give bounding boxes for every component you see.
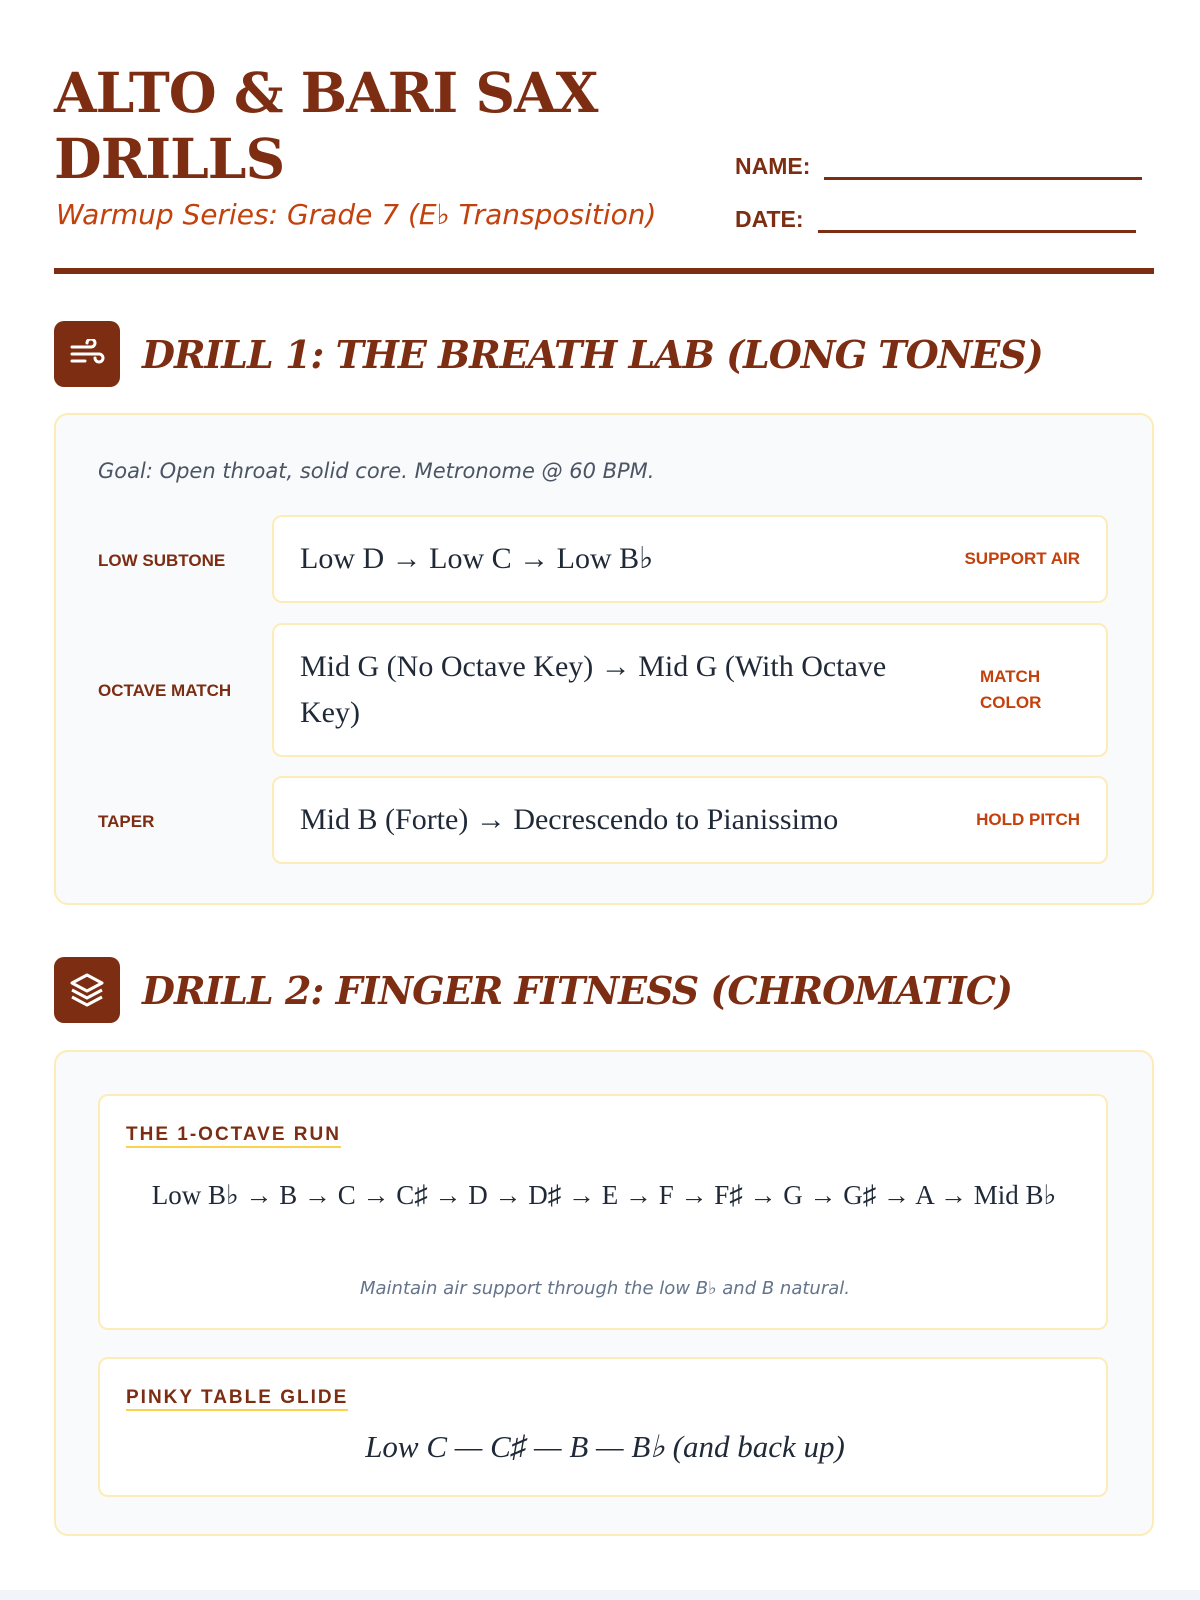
drill1-row-taper bbox=[272, 776, 1108, 864]
name-field bbox=[735, 152, 1142, 180]
drill1-title: DRILL 1: THE BREATH LAB (LONG TONES) bbox=[142, 331, 1043, 377]
page-subtitle: Warmup Series: Grade 7 (E♭ Transposition) bbox=[56, 198, 657, 231]
row-text: Mid B (Forte) → Decrescendo to Pianissimo bbox=[300, 803, 839, 836]
drill2-card bbox=[54, 1050, 1154, 1536]
date-field bbox=[735, 205, 1136, 233]
worksheet-header bbox=[54, 0, 1154, 276]
row-label-octave-match: OCTAVE MATCH bbox=[98, 681, 232, 700]
name-label: NAME: bbox=[735, 153, 811, 179]
row-tag: HOLD PITCH bbox=[976, 810, 1080, 829]
worksheet-page bbox=[54, 0, 1154, 1464]
drill1-card bbox=[54, 413, 1154, 905]
row-text: Mid G (No Octave Key) → Mid G (With Octave Key) bbox=[300, 650, 887, 729]
name-input-line[interactable] bbox=[824, 152, 1142, 180]
octave-run-title: THE 1-OCTAVE RUN bbox=[126, 1124, 341, 1148]
date-input-line[interactable] bbox=[818, 205, 1136, 233]
row-tag: SUPPORT AIR bbox=[964, 549, 1080, 568]
drill1-row-low-subtone bbox=[272, 515, 1108, 603]
wind-icon bbox=[54, 321, 120, 387]
chromatic-scale: Low B♭ → B → C → C♯ → D → D♯ → E → F → F♯ → G → G♯ → A → Mid B♭ bbox=[151, 1180, 1057, 1210]
header-divider bbox=[54, 268, 1154, 274]
row-label-taper: TAPER bbox=[98, 812, 155, 831]
page-title: ALTO & BARI SAX DRILLS bbox=[54, 60, 598, 191]
drill1-goal: Goal: Open throat, solid core. Metronome @ 60 BPM. bbox=[98, 459, 655, 483]
date-label: DATE: bbox=[735, 206, 804, 232]
drill1-row-octave-match bbox=[272, 623, 1108, 757]
drill2-title: DRILL 2: FINGER FITNESS (CHROMATIC) bbox=[142, 967, 1012, 1013]
pinky-glide-sequence: Low C — C♯ — B — B♭ (and back up) bbox=[365, 1429, 845, 1464]
octave-run-note: Maintain air support through the low B♭ and B natural. bbox=[359, 1278, 850, 1299]
drill2-heading bbox=[54, 957, 1012, 1023]
row-text: Low D → Low C → Low B♭ bbox=[300, 542, 654, 575]
pinky-glide-box bbox=[98, 1357, 1108, 1497]
drill1-heading bbox=[54, 321, 1043, 387]
page-bottom-edge bbox=[0, 1590, 1200, 1600]
row-label-low-subtone: LOW SUBTONE bbox=[98, 551, 226, 570]
pinky-glide-title: PINKY TABLE GLIDE bbox=[126, 1387, 348, 1411]
octave-run-box bbox=[98, 1094, 1108, 1330]
row-tag: MATCH COLOR bbox=[980, 667, 1042, 712]
layers-icon bbox=[54, 957, 120, 1023]
